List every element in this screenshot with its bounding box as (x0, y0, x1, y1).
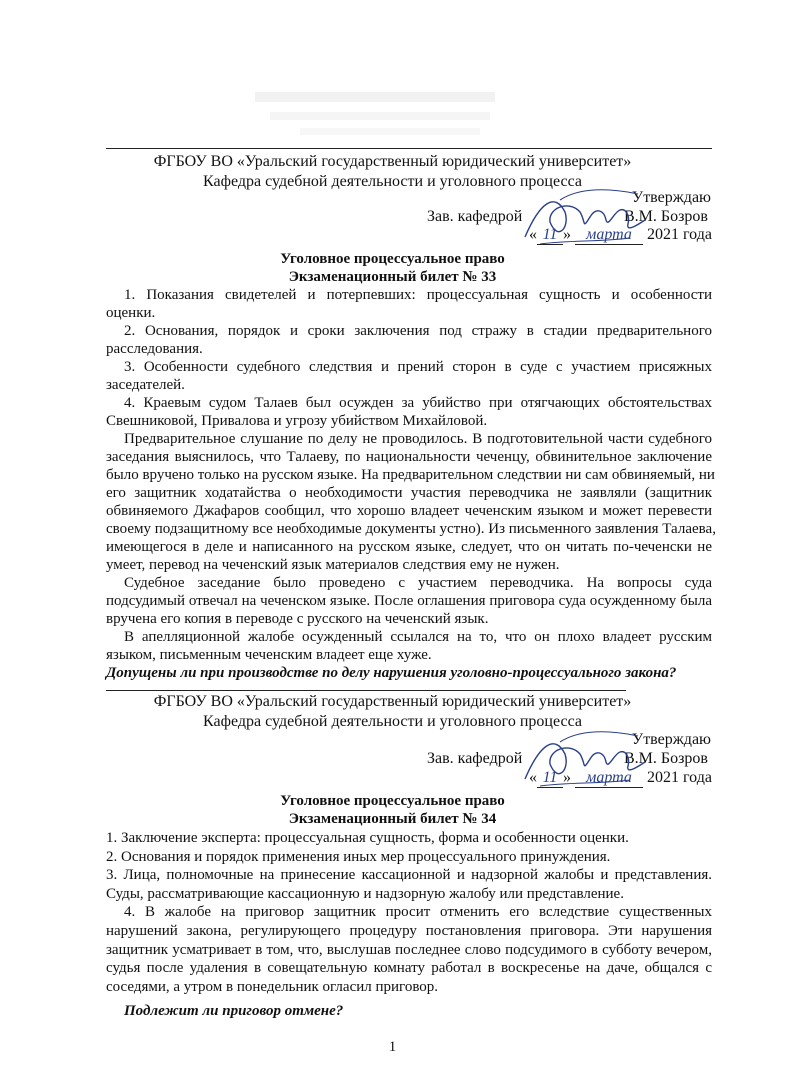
top-rule (106, 148, 712, 149)
university-name: ФГБОУ ВО «Уральский государственный юридический университет» (153, 153, 632, 170)
university-name: ФГБОУ ВО «Уральский государственный юридический университет» (153, 693, 632, 710)
body-line: расследования. (106, 341, 203, 357)
body-line: своему подзащитному все необходимые документы устно). Из письменного заявления Талаева, (106, 521, 716, 537)
body-line: Свешниковой, Привалова и угрозу убийством Михайловой. (106, 413, 488, 429)
body-line: 3. Лица, полномочные на принесение кассационной и надзорной жалобы и представления. (106, 867, 712, 884)
date-year: 2021 года (647, 226, 712, 243)
body-line: подсудимый отвечал на чеченском языке. После оглашения приговора суда осужденному была (106, 593, 712, 609)
bleed-through-mark (300, 128, 480, 135)
body-line: обвиняемого Джафаров сообщил, что хорошо владеет чеченским языком и может перевести (106, 503, 712, 519)
body-line: Предварительное слушание по делу не проводилось. В подготовительной части судебного (124, 431, 712, 447)
body-line: 2. Основания, порядок и сроки заключения под стражу в стадии предварительного (124, 323, 712, 339)
body-line: соседями, а утром в понедельник огласил приговор. (106, 978, 439, 995)
date-day: 11 (537, 226, 563, 245)
subject-title: Уголовное процессуальное право (280, 251, 505, 267)
body-line: 3. Особенности судебного следствия и прений сторон в суде с участием присяжных (124, 359, 712, 375)
date-month: марта (575, 769, 643, 788)
body-line: Суды, рассматривающие кассационную и надзорную жалобу или представление. (106, 885, 624, 902)
body-line: оценки. (106, 305, 156, 321)
body-line: языком, письменным чеченским владеет еще хуже. (106, 647, 432, 663)
date-year: 2021 года (647, 769, 712, 786)
body-line: Судебное заседание было проведено с участием переводчика. На вопросы суда (124, 575, 712, 591)
page-number: 1 (388, 1039, 397, 1055)
body-line: умеет, перевод на чеченский язык материалов следствия ему не нужен. (106, 557, 560, 573)
body-line: было вручено только на русском языке. На предварительном следствии ни сам обвиняемый, ни (106, 467, 715, 483)
body-line: судья после удаления в совещательную комнату работал в воскресенье на даче, общался с (106, 960, 712, 977)
body-line: заседателей. (106, 377, 185, 393)
head-name: В.М. Бозров (624, 750, 708, 767)
date-month: марта (575, 226, 643, 245)
body-line: В апелляционной жалобе осужденный ссылался на то, что он плохо владеет русским (124, 629, 712, 645)
approval-date: « 11 » марта 2021 года (529, 226, 712, 243)
bleed-through-mark (270, 112, 490, 120)
body-line: защитник усматривает в том, что, выслушав последнее слово подсудимого в субботу вечером, (106, 941, 712, 958)
subject-title: Уголовное процессуальное право (280, 793, 505, 809)
body-line: 1. Показания свидетелей и потерпевших: процессуальная сущность и особенности (124, 287, 712, 303)
head-name: В.М. Бозров (624, 208, 708, 225)
department-name: Кафедра судебной деятельности и уголовного процесса (203, 713, 582, 730)
approve-label: Утверждаю (631, 189, 711, 206)
body-line: имеющегося в деле и написанного на русском языке, следует, что он читать по-чеченски не (106, 539, 712, 555)
approval-date: « 11 » марта 2021 года (529, 769, 712, 786)
body-line: вручена его копия в переводе с русского на чеченский язык. (106, 611, 489, 627)
separator-rule (106, 690, 626, 691)
ticket-question: Допущены ли при производстве по делу нарушения уголовно-процессуального закона? (106, 665, 677, 681)
body-line: нарушений закона, регулирующего процедуру постановления приговора. Эти нарушения (106, 923, 712, 939)
head-label: Зав. кафедрой (427, 750, 523, 767)
ticket-title: Экзаменационный билет № 33 (288, 269, 497, 285)
ticket-question: Подлежит ли приговор отмене? (124, 1003, 344, 1019)
department-name: Кафедра судебной деятельности и уголовного процесса (203, 173, 582, 190)
body-line: его защитник ходатайства о необходимости участия переводчика не заявляли (защитник (106, 485, 712, 501)
body-line: 2. Основания и порядок применения иных мер процессуального принуждения. (106, 848, 611, 865)
ticket-title: Экзаменационный билет № 34 (288, 811, 497, 827)
date-day: 11 (537, 769, 563, 788)
bleed-through-mark (255, 92, 495, 102)
approve-label: Утверждаю (631, 731, 711, 748)
head-label: Зав. кафедрой (427, 208, 523, 225)
body-line: 4. В жалобе на приговор защитник просит отменить его вследствие существенных (124, 904, 712, 921)
body-line: 1. Заключение эксперта: процессуальная сущность, форма и особенности оценки. (106, 830, 629, 846)
body-line: 4. Краевым судом Талаев был осужден за убийство при отягчающих обстоятельствах (124, 395, 712, 411)
body-line: заседания выяснилось, что Талаеву, по национальности чеченцу, обвинительное заключение (106, 449, 712, 465)
